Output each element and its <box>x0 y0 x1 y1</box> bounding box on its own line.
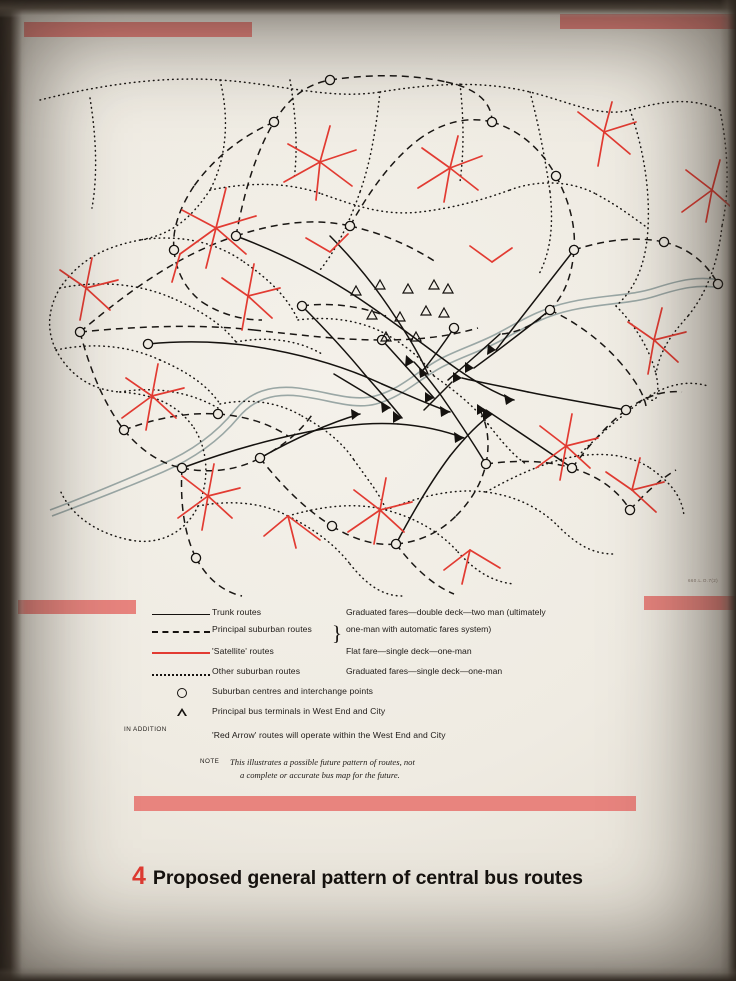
legend-label: Principal bus terminals in West End and City <box>212 706 386 716</box>
bus-route-network-map <box>30 40 730 600</box>
figure-title: Proposed general pattern of central bus routes <box>152 867 583 889</box>
legend-label: Other suburban routes <box>212 666 301 676</box>
legend-fare-note: Graduated fares—single deck—one-man <box>346 666 503 676</box>
dashed-route-key-icon <box>150 623 218 640</box>
legend-row-satellite-routes <box>150 640 630 662</box>
red-rule-bottom <box>134 796 636 811</box>
legend-row-other-suburban-routes <box>150 662 630 682</box>
legend-label: Suburban centres and interchange points <box>212 686 374 696</box>
page-gutter-shadow-left <box>0 0 26 981</box>
principal-suburban-routes <box>80 76 718 596</box>
legend-fare-note: Flat fare—single deck—one-man <box>346 646 472 656</box>
satellite-route-key-icon <box>150 644 218 661</box>
triangle-terminal-key-icon <box>150 705 218 722</box>
note-tag: NOTE <box>200 758 220 765</box>
note-text-line-1: This illustrates a possible future pattern of routes, not <box>230 757 415 767</box>
legend-fare-note: one-man with automatic fares system) <box>346 624 492 634</box>
page-edge-shadow-right <box>720 0 736 981</box>
trunk-route-key-icon <box>150 606 218 623</box>
in-addition-tag: IN ADDITION <box>124 726 167 733</box>
red-rule-mid-left <box>18 600 136 614</box>
legend-row-trunk-routes <box>150 606 630 623</box>
legend-row-principal-suburban-routes <box>150 621 630 645</box>
map-credit-code: 660.L.O.7(2) <box>688 578 719 583</box>
dotted-route-key-icon <box>150 665 218 682</box>
legend <box>124 606 630 780</box>
figure-caption <box>132 862 583 891</box>
legend-row-bus-terminals <box>150 702 630 724</box>
legend-label: Trunk routes <box>212 607 262 617</box>
legend-label: 'Satellite' routes <box>212 646 274 656</box>
legend-row-suburban-centres <box>150 682 630 702</box>
brace-icon: } <box>332 621 343 645</box>
trunk-routes <box>148 236 626 544</box>
figure-number: 4 <box>132 862 146 890</box>
red-arrow-note: 'Red Arrow' routes will operate within the West End and City <box>212 730 446 740</box>
suburban-centre-nodes <box>75 75 722 562</box>
page-edge-shadow-top <box>0 0 736 18</box>
note-text <box>230 756 415 781</box>
note-text-line-2: a complete or accurate bus map for the future. <box>240 769 400 780</box>
legend-label: Principal suburban routes <box>212 624 312 634</box>
legend-fare-note: Graduated fares—double deck—two man (ultimately <box>346 607 546 617</box>
page-edge-shadow-bottom <box>0 967 736 981</box>
red-rule-top-left <box>24 22 252 37</box>
legend-row-red-arrow <box>124 724 630 748</box>
circle-node-key-icon <box>150 685 218 702</box>
